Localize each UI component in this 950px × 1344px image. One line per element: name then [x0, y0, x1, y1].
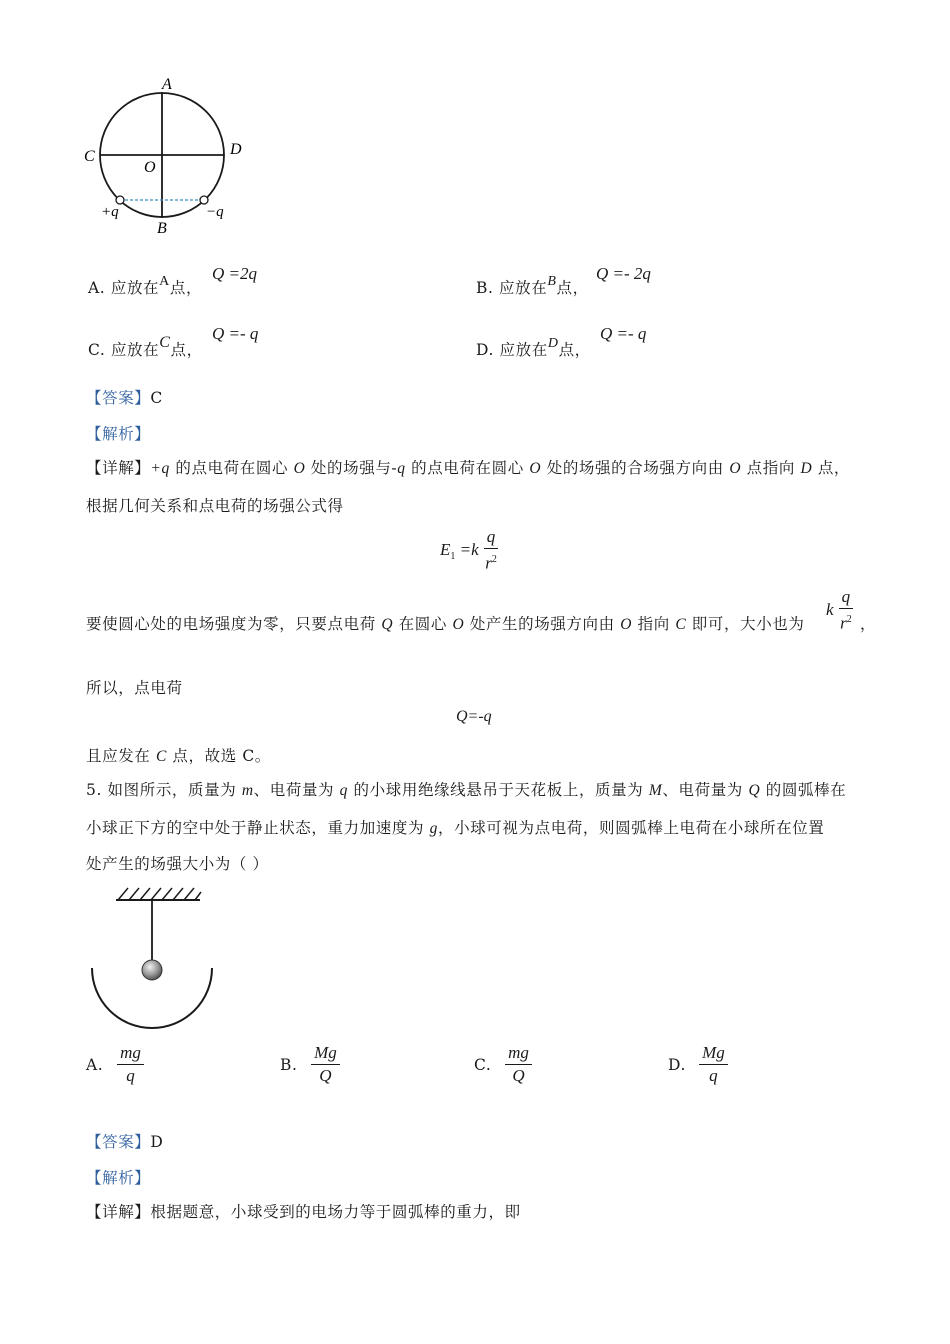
inline-num: q: [839, 586, 854, 609]
q4-answer: [86, 386, 163, 408]
option-point: A: [159, 274, 170, 289]
txt: 点指向: [741, 459, 801, 477]
sym: D: [800, 460, 813, 477]
label-o: O: [144, 159, 156, 176]
option-prefix: A. 应放在: [88, 279, 160, 297]
q4-detail-line3: [86, 612, 805, 634]
inline-den: [839, 609, 854, 635]
txt: 且应发在: [86, 747, 156, 765]
q4-option-b-formula: Q =- 2q: [596, 264, 651, 283]
txt: 、电荷量为: [662, 781, 749, 799]
frac-num: Mg: [311, 1042, 340, 1065]
q4-line3-end: ，: [860, 615, 877, 633]
sym: g: [429, 820, 438, 837]
answer-tag: 【答案】: [86, 389, 151, 407]
label-plus-q: +q: [101, 204, 119, 220]
sym: O: [529, 460, 542, 477]
q4-option-d-formula: Q =- q: [600, 324, 647, 343]
txt: 的小球用绝缘线悬吊于天花板上，质量为: [348, 781, 649, 799]
q5-line1: [86, 778, 846, 800]
pendulum-arc-diagram: [86, 884, 226, 1032]
detail-text: 根据题意，小球受到的电场力等于圆弧棒的重力，即: [150, 1203, 521, 1221]
q5-option-d: [668, 1042, 728, 1087]
q4-option-a: [88, 276, 202, 298]
q4-detail-line2: 根据几何关系和点电荷的场强公式得: [86, 497, 344, 515]
option-prefix: B. 应放在: [476, 279, 548, 297]
eq-exp: 2: [491, 554, 497, 565]
charged-ball: [142, 960, 162, 980]
answer-value: C: [150, 389, 163, 407]
q4-equation-q: Q=-q: [456, 708, 492, 725]
eq-num: q: [484, 526, 499, 549]
negative-charge-point: [200, 196, 208, 204]
option-point: C: [159, 334, 171, 351]
sym: q: [339, 782, 349, 799]
sym: C: [155, 748, 167, 765]
txt: 的圆弧棒在: [760, 781, 847, 799]
frac-den: Q: [512, 1066, 525, 1085]
label-d: D: [230, 141, 242, 158]
circle-charge-diagram: [80, 72, 260, 242]
option-fraction: [505, 1042, 532, 1087]
option-label: C.: [474, 1055, 492, 1074]
q5-detail: [86, 1200, 521, 1222]
q5-answer: [86, 1130, 163, 1152]
sym: q: [397, 460, 406, 477]
txt: 处的场强的合场强方向由: [541, 459, 730, 477]
q5-line2: [86, 816, 824, 838]
inline-r: r: [840, 613, 847, 633]
frac-num: Mg: [699, 1042, 728, 1065]
option-suffix: 点，: [169, 279, 203, 297]
eq-den: [484, 549, 499, 575]
q5-analysis-tag: 【解析】: [86, 1169, 151, 1187]
q4-detail-line1: [86, 456, 850, 478]
txt: 点，故选 C。: [166, 747, 271, 765]
txt: 指向: [632, 615, 676, 633]
inline-k: k: [826, 599, 834, 619]
q4-detail-line4: 所以，点电荷: [86, 679, 183, 697]
q4-option-a-formula: Q =2q: [212, 264, 257, 283]
txt: 、电荷量为: [253, 781, 340, 799]
q4-option-c-formula: Q =- q: [212, 324, 259, 343]
inline-exp: 2: [846, 614, 852, 625]
sym: Q: [748, 782, 761, 799]
sym: +q: [150, 460, 170, 477]
label-minus-q: −q: [206, 204, 224, 220]
option-label: D.: [668, 1055, 687, 1074]
sym: O: [293, 460, 306, 477]
option-suffix: 点，: [170, 341, 203, 359]
detail-tag: 【详解】: [86, 459, 151, 477]
frac-den: q: [126, 1066, 135, 1085]
q4-option-b: [476, 276, 589, 298]
positive-charge-point: [116, 196, 124, 204]
q5-option-c: [474, 1042, 532, 1087]
ceiling-hatching: [118, 888, 201, 900]
q4-equation-e1: [440, 526, 498, 575]
eq-sub: 1: [450, 551, 456, 563]
txt: 5. 如图所示，质量为: [86, 781, 242, 799]
option-fraction: [311, 1042, 340, 1087]
frac-num: mg: [505, 1042, 532, 1065]
sym: O: [452, 616, 465, 633]
txt: 要使圆心处的电场强度为零，只要点电荷: [86, 615, 382, 633]
q5-line3: 处产生的场强大小为（ ）: [86, 855, 269, 873]
option-point: D: [547, 336, 559, 351]
sym: C: [675, 616, 687, 633]
detail-tag: 【详解】: [86, 1203, 151, 1221]
frac-num: mg: [117, 1042, 144, 1065]
option-fraction: [699, 1042, 728, 1087]
sym: M: [648, 782, 663, 799]
inline-frac: [839, 586, 854, 635]
answer-tag: 【答案】: [86, 1133, 151, 1151]
sym: O: [620, 616, 633, 633]
txt: ，小球可视为点电荷，则圆弧棒上电荷在小球所在位置: [438, 819, 825, 837]
txt: 即可，大小也为: [686, 615, 805, 633]
frac-den: Q: [319, 1066, 332, 1085]
answer-value: D: [150, 1133, 164, 1151]
q4-detail-line5: [86, 744, 271, 766]
q5-option-a: [86, 1042, 144, 1087]
option-prefix: D. 应放在: [476, 341, 548, 359]
sym: O: [729, 460, 742, 477]
option-label: A.: [86, 1055, 104, 1074]
option-suffix: 点，: [558, 341, 591, 359]
eq-r: r: [485, 553, 492, 573]
txt: 的点电荷在圆心: [405, 459, 530, 477]
eq-lhs: E: [440, 539, 451, 559]
option-label: B.: [280, 1055, 298, 1074]
txt: 在圆心: [393, 615, 453, 633]
q4-option-c: [88, 334, 203, 360]
sym: m: [241, 782, 254, 799]
txt: 小球正下方的空中处于静止状态，重力加速度为: [86, 819, 430, 837]
option-prefix: C. 应放在: [88, 341, 160, 359]
txt: 处产生的场强方向由: [464, 615, 621, 633]
q4-option-d: [476, 338, 591, 360]
q5-option-b: [280, 1042, 340, 1087]
q4-inline-fraction: [826, 586, 853, 635]
txt: 的点电荷在圆心: [169, 459, 294, 477]
option-point: B: [547, 274, 557, 289]
frac-den: q: [709, 1066, 718, 1085]
label-b: B: [157, 220, 167, 237]
q4-analysis-tag: 【解析】: [86, 425, 151, 443]
eq-k: =k: [455, 539, 479, 559]
txt: 处的场强与-: [305, 459, 398, 477]
sym: Q: [381, 616, 394, 633]
label-c: C: [84, 148, 95, 165]
option-suffix: 点，: [556, 279, 589, 297]
eq-fraction: [484, 526, 499, 575]
option-fraction: [117, 1042, 144, 1087]
label-a: A: [162, 76, 172, 93]
txt: 点，: [812, 459, 851, 477]
